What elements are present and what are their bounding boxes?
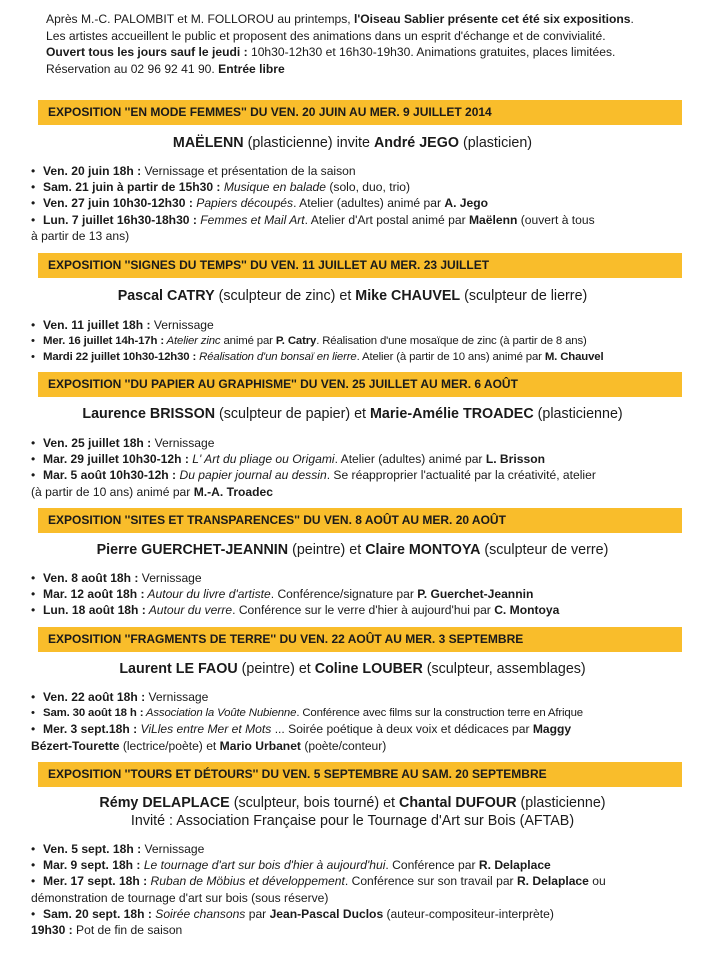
bullet-icon: • xyxy=(31,587,36,602)
person-name: Bézert-Tourette xyxy=(31,738,120,753)
event-item xyxy=(31,163,681,179)
intro-line-1: Après M.-C. PALOMBIT et M. FOLLOROU au printemps, l'Oiseau Sablier présente cet été six expositions. xyxy=(46,12,634,26)
event-item xyxy=(31,721,681,737)
exhibition-band-4: EXPOSITION ''SITES ET TRANSPARENCES'' DU VEN. 8 AOÛT AU MER. 20 AOÛT xyxy=(38,508,682,533)
artists-line-2 xyxy=(0,287,705,305)
bullet-icon: • xyxy=(31,468,36,483)
text-run: (sculpteur de verre) xyxy=(480,542,609,558)
artists-line-3 xyxy=(0,405,705,423)
person-name: Jean-Pascal Duclos xyxy=(269,906,384,921)
event-date: Mer. 17 sept. 18h : xyxy=(43,874,148,889)
bullet-icon: • xyxy=(31,722,36,737)
free-entry-label: Entrée libre xyxy=(218,61,285,76)
bullet-icon: • xyxy=(31,874,36,889)
event-item xyxy=(31,689,681,705)
exhibition-title-1: EN MODE FEMMES xyxy=(130,105,242,119)
bullet-icon: • xyxy=(31,196,36,211)
event-date: Ven. 22 août 18h : xyxy=(43,690,146,704)
bullet-icon: • xyxy=(31,603,36,618)
person-name: M. Chauvel xyxy=(544,351,604,364)
text-run: (plasticien) xyxy=(458,135,533,151)
person-name: R. Delaplace xyxy=(478,858,551,873)
bullet-icon: • xyxy=(31,436,36,450)
exhibition-band-2: EXPOSITION ''SIGNES DU TEMPS'' DU VEN. 11 JUILLET AU MER. 23 JUILLET xyxy=(38,253,682,278)
person-name: R. Delaplace xyxy=(516,874,589,889)
person-name: M.-A. Troadec xyxy=(193,484,273,499)
event-date: Ven. 25 juillet 18h : xyxy=(43,436,152,450)
event-continuation: à partir de 13 ans) xyxy=(31,228,130,243)
text-run: Vernissage xyxy=(151,436,215,450)
text-run: . Conférence sur son travail par xyxy=(344,874,517,889)
event-item xyxy=(31,179,681,195)
exhibition-title-5: FRAGMENTS DE TERRE xyxy=(130,632,271,646)
event-date: Sam. 30 août 18 h : xyxy=(43,707,144,720)
person-name: Claire MONTOYA xyxy=(365,542,481,558)
reservation-phone: Réservation au 02 96 92 41 90. xyxy=(46,61,219,76)
person-name: Laurent LE FAOU xyxy=(119,661,238,677)
event-date: Ven. 11 juillet 18h : xyxy=(43,318,151,332)
event-title: Association la Voûte Nubienne xyxy=(143,707,297,720)
person-name: Pascal CATRY xyxy=(117,288,215,304)
text-run: . Se réapproprier l'actualité par la créativité, atelier xyxy=(326,468,596,483)
event-item xyxy=(31,317,681,333)
event-date: Sam. 20 sept. 18h : xyxy=(43,906,152,921)
event-date: Mar. 29 juillet 10h30-12h : xyxy=(43,452,189,467)
person-name: Rémy DELAPLACE xyxy=(99,795,230,811)
event-title: Femmes et Mail Art xyxy=(196,212,305,227)
text-run: Vernissage xyxy=(138,571,202,585)
event-title: Autour du verre xyxy=(145,603,233,618)
bullet-icon: • xyxy=(31,858,36,873)
event-title: L' Art du pliage ou Origami xyxy=(188,452,335,467)
person-name: L. Brisson xyxy=(485,452,545,467)
artists-line-5 xyxy=(0,660,705,678)
event-title: Du papier journal au dessin xyxy=(176,468,327,483)
event-title: Ruban de Möbius et développement xyxy=(147,874,345,889)
bullet-icon: • xyxy=(31,906,36,921)
person-name: André JEGO xyxy=(373,135,459,151)
event-date: 19h30 : xyxy=(31,923,73,938)
text-run: (peintre) et xyxy=(237,661,315,677)
exhibition-title-4: SITES ET TRANSPARENCES xyxy=(130,513,295,527)
text-run: (ouvert à tous xyxy=(517,212,595,227)
artists-line-4 xyxy=(0,541,705,559)
text-run: . Atelier (adultes) animé par xyxy=(293,196,445,211)
intro-highlight: l'Oiseau Sablier présente cet été six expositions xyxy=(354,12,631,26)
intro-line-2: Les artistes accueillent le public et proposent des animations dans un esprit d'échange et de convivialité. xyxy=(46,28,606,43)
bullet-icon: • xyxy=(31,842,36,856)
text-run: . Conférence/signature par xyxy=(270,587,418,602)
event-date: Ven. 27 juin 10h30-12h30 : xyxy=(43,196,193,211)
text-run: ou xyxy=(588,874,606,889)
event-date: Ven. 5 sept. 18h : xyxy=(43,842,142,856)
event-item xyxy=(31,570,681,586)
person-name: MAËLENN xyxy=(172,135,244,151)
intro-line-3: Ouvert tous les jours sauf le jeudi : 10h30-12h30 et 16h30-19h30. Animations gratuites, places limitées. xyxy=(46,45,616,59)
text-run: Vernissage xyxy=(145,690,209,704)
event-item xyxy=(31,451,681,467)
event-list-6 xyxy=(31,841,681,938)
event-item xyxy=(31,212,681,228)
intro-paragraph xyxy=(46,11,696,77)
text-run: (plasticienne) xyxy=(533,406,623,422)
event-title: Le tournage d'art sur bois d'hier à aujourd'hui xyxy=(140,858,386,873)
event-title: Papiers découpés xyxy=(192,196,294,211)
event-item xyxy=(31,841,681,857)
text-run: animé par xyxy=(220,335,276,348)
person-name: Marie-Amélie TROADEC xyxy=(370,406,534,422)
event-list-3 xyxy=(31,435,681,500)
event-item xyxy=(31,333,681,349)
bullet-icon: • xyxy=(31,571,36,585)
person-name: P. Guerchet-Jeannin xyxy=(417,587,534,602)
event-date: Ven. 20 juin 18h : xyxy=(43,164,142,178)
text-run: . Atelier (à partir de 10 ans) animé par xyxy=(356,351,545,364)
event-item xyxy=(31,467,681,483)
event-date: Lun. 7 juillet 16h30-18h30 : xyxy=(43,212,197,227)
event-item xyxy=(31,586,681,602)
text-run: (plasticienne) invite xyxy=(243,135,374,151)
text-run: Pot de fin de saison xyxy=(72,923,183,938)
text-run: (peintre) et xyxy=(288,542,366,558)
event-continuation xyxy=(31,738,681,754)
bullet-icon: • xyxy=(31,351,35,364)
text-run: (sculpteur de papier) et xyxy=(215,406,370,422)
text-run: par xyxy=(245,906,270,921)
event-date: Mer. 16 juillet 14h-17h : xyxy=(43,335,164,348)
event-date: Sam. 21 juin à partir de 15h30 : xyxy=(43,180,221,195)
event-title: Musique en balade xyxy=(220,180,327,195)
person-name: C. Montoya xyxy=(494,603,560,618)
event-title: ViLles entre Mer et Mots xyxy=(137,722,272,737)
person-name: Maëlenn xyxy=(468,212,518,227)
text-run: (plasticienne) xyxy=(516,795,606,811)
person-name: Maggy xyxy=(532,722,572,737)
exhibition-title-3: DU PAPIER AU GRAPHISME xyxy=(130,377,292,391)
text-run: (sculpteur, assemblages) xyxy=(422,661,586,677)
event-item xyxy=(31,906,681,922)
event-list-1 xyxy=(31,163,681,244)
event-continuation: démonstration de tournage d'art sur bois (sous réserve) xyxy=(31,890,329,905)
text-run: Vernissage et présentation de la saison xyxy=(141,164,356,178)
text-run: (poète/conteur) xyxy=(300,738,387,753)
artists-line-6 xyxy=(0,794,705,812)
exhibition-title-2: SIGNES DU TEMPS xyxy=(130,258,242,272)
event-title: Atelier zinc xyxy=(163,335,221,348)
event-item xyxy=(31,349,681,365)
exhibition-band-3: EXPOSITION ''DU PAPIER AU GRAPHISME'' DU VEN. 25 JUILLET AU MER. 6 AOÛT xyxy=(38,372,682,397)
closing-item xyxy=(31,922,681,938)
bullet-icon: • xyxy=(31,318,36,332)
event-item xyxy=(31,435,681,451)
text-run: (lectrice/poète) et xyxy=(119,738,220,753)
event-title: Autour du livre d'artiste xyxy=(144,587,271,602)
bullet-icon: • xyxy=(31,180,36,195)
event-item xyxy=(31,857,681,873)
person-name: Laurence BRISSON xyxy=(82,406,216,422)
event-date: Mar. 9 sept. 18h : xyxy=(43,858,141,873)
text-run: . Conférence avec films sur la construction terre en Afrique xyxy=(296,707,583,720)
opening-hours-label: Ouvert tous les jours sauf le jeudi : xyxy=(46,45,248,59)
event-item xyxy=(31,705,681,721)
person-name: Mike CHAUVEL xyxy=(355,288,461,304)
text-run: (sculpteur de zinc) et xyxy=(214,288,356,304)
event-item xyxy=(31,873,681,889)
event-list-4 xyxy=(31,570,681,619)
event-date: Mar. 5 août 10h30-12h : xyxy=(43,468,177,483)
text-run: (sculpteur de lierre) xyxy=(460,288,588,304)
text-run: (à partir de 10 ans) animé par xyxy=(31,484,194,499)
event-list-5 xyxy=(31,689,681,754)
bullet-icon: • xyxy=(31,707,35,720)
person-name: Pierre GUERCHET-JEANNIN xyxy=(96,542,289,558)
exhibition-band-5: EXPOSITION ''FRAGMENTS DE TERRE'' DU VEN. 22 AOÛT AU MER. 3 SEPTEMBRE xyxy=(38,627,682,652)
bullet-icon: • xyxy=(31,335,35,348)
person-name: Chantal DUFOUR xyxy=(399,795,517,811)
text-run: Vernissage xyxy=(141,842,205,856)
exhibition-band-1: EXPOSITION ''EN MODE FEMMES'' DU VEN. 20 JUIN AU MER. 9 JUILLET 2014 xyxy=(38,100,682,125)
text-run: Vernissage xyxy=(150,318,214,332)
exhibition-band-6: EXPOSITION ''TOURS ET DÉTOURS'' DU VEN. 5 SEPTEMBRE AU SAM. 20 SEPTEMBRE xyxy=(38,762,682,787)
person-name: Coline LOUBER xyxy=(314,661,423,677)
text-run: . Atelier d'Art postal animé par xyxy=(304,212,469,227)
bullet-icon: • xyxy=(31,212,36,227)
bullet-icon: • xyxy=(31,164,36,178)
event-date: Mardi 22 juillet 10h30-12h30 : xyxy=(43,351,197,364)
text-run: . Atelier (adultes) animé par xyxy=(334,452,486,467)
person-name: Mario Urbanet xyxy=(219,738,301,753)
event-date: Lun. 18 août 18h : xyxy=(43,603,146,618)
text-run: . Réalisation d'une mosaïque de zinc (à partir de 8 ans) xyxy=(316,335,587,348)
text-run: (solo, duo, trio) xyxy=(326,180,411,195)
event-item xyxy=(31,602,681,618)
event-continuation xyxy=(31,484,681,500)
text-run: ... Soirée poétique à deux voix et dédicaces par xyxy=(271,722,533,737)
event-date: Ven. 8 août 18h : xyxy=(43,571,139,585)
person-name: A. Jego xyxy=(444,196,489,211)
text-run: (sculpteur, bois tourné) et xyxy=(229,795,399,811)
event-title: Soirée chansons xyxy=(151,906,246,921)
intro-line-4 xyxy=(46,61,696,78)
event-date: Mer. 3 sept.18h : xyxy=(43,722,138,737)
event-date: Mar. 12 août 18h : xyxy=(43,587,145,602)
event-list-2 xyxy=(31,317,681,366)
exhibition-title-6: TOURS ET DÉTOURS xyxy=(130,767,253,781)
guest-line: Invité : Association Française pour le Tournage d'Art sur Bois (AFTAB) xyxy=(130,813,575,829)
text-run: . Conférence par xyxy=(385,858,479,873)
bullet-icon: • xyxy=(31,452,36,467)
person-name: P. Catry xyxy=(275,335,317,348)
bullet-icon: • xyxy=(31,690,36,704)
artists-line-1 xyxy=(0,134,705,152)
event-item xyxy=(31,195,681,211)
event-title: Réalisation d'un bonsaï en lierre xyxy=(196,351,357,364)
text-run: . Conférence sur le verre d'hier à aujourd'hui par xyxy=(232,603,495,618)
text-run: (auteur-compositeur-interprète) xyxy=(383,906,554,921)
